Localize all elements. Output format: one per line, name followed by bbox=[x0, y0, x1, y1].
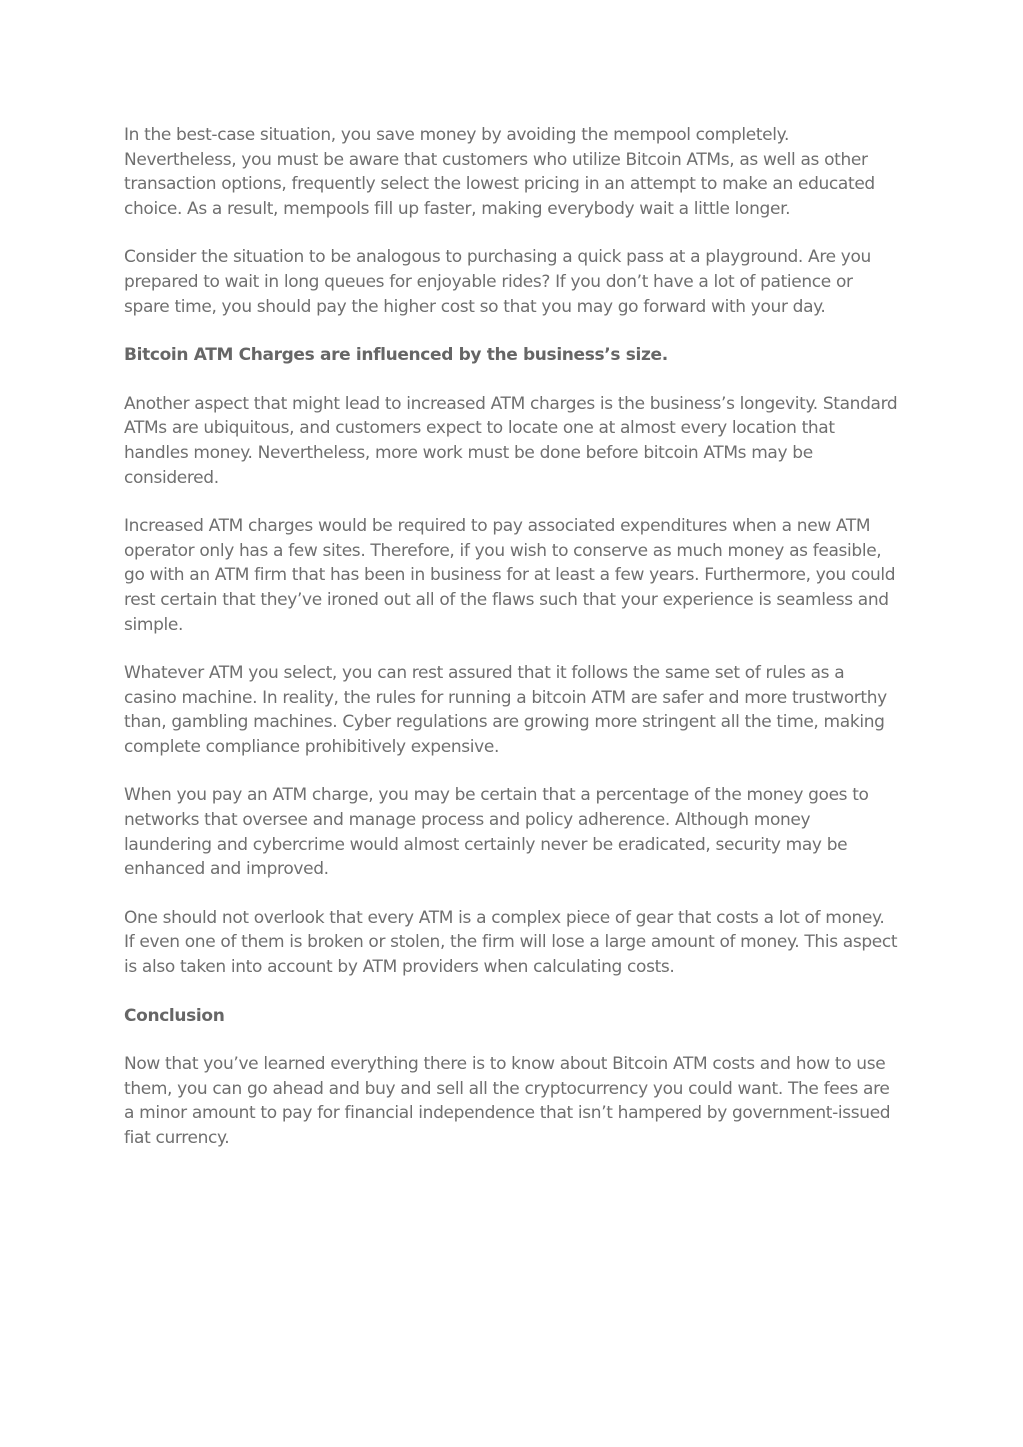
paragraph-playground-analogy: Consider the situation to be analogous to purchasing a quick pass at a playground. Are you prepared to wait in long queues for enjoyable rides? If you don’t have a lot of patience or spare time, you should pay the higher cost so that you may go forward with your day. bbox=[124, 247, 871, 317]
paragraph-conclusion: Now that you’ve learned everything there is to know about Bitcoin ATM costs and how to use them, you can go ahead and buy and sell all the cryptocurrency you could want. The fees are a minor amount to pay for financial independence that isn’t hampered by government-issued fiat currency. bbox=[124, 1054, 891, 1148]
paragraph-mempool: In the best-case situation, you save money by avoiding the mempool completely. Nevertheless, you must be aware that customers who utilize Bitcoin ATMs, as well as other transaction options, frequently select the lowest pricing in an attempt to make an educated choice. As a result, mempools fill up faster, making everybody wait a little longer. bbox=[124, 125, 875, 219]
paragraph-rules: Whatever ATM you select, you can rest assured that it follows the same set of rules as a casino machine. In reality, the rules for running a bitcoin ATM are safer and more trustworthy than, gambling machines. Cyber regulations are growing more stringent all the time, making complete compliance prohibitively expensive. bbox=[124, 663, 887, 757]
document-body bbox=[124, 123, 899, 1175]
paragraph-longevity: Another aspect that might lead to increased ATM charges is the business’s longevity. Standard ATMs are ubiquitous, and customers expect to locate one at almost every location that handles money. Nevertheless, more work must be done before bitcoin ATMs may be considered. bbox=[124, 393, 898, 488]
heading-conclusion: Conclusion bbox=[124, 1005, 225, 1026]
paragraph-compliance-networks: When you pay an ATM charge, you may be certain that a percentage of the money goes to networks that oversee and manage process and policy adherence. Although money laundering and cybercrime would almost certainly never be eradicated, security may be enhanced and improved. bbox=[124, 785, 869, 880]
paragraph-new-operator: Increased ATM charges would be required to pay associated expenditures when a new ATM operator only has a few sites. Therefore, if you wish to conserve as much money as feasible, go with an ATM firm that has been in business for at least a few years. Furthermore, you could rest certain that they’ve ironed out all of the flaws such that your experience is seamless and simple. bbox=[124, 516, 896, 635]
paragraph-gear-cost: One should not overlook that every ATM is a complex piece of gear that costs a lot of money. If even one of them is broken or stolen, the firm will lose a large amount of money. This aspect is also taken into account by ATM providers when calculating costs. bbox=[124, 907, 898, 978]
heading-business-size: Bitcoin ATM Charges are influenced by the business’s size. bbox=[124, 345, 668, 366]
